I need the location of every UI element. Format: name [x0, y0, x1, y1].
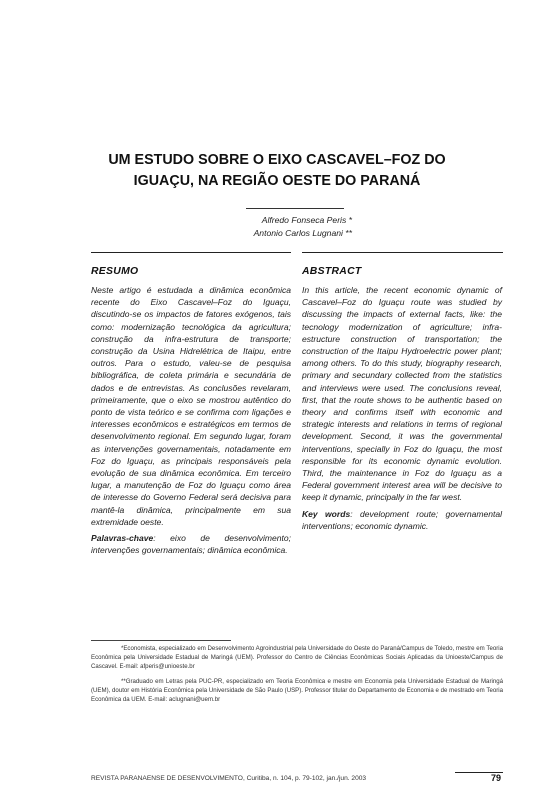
authors-divider	[246, 208, 344, 209]
article-title	[60, 150, 494, 192]
abstract-heading: ABSTRACT	[302, 266, 362, 277]
author-2: Antonio Carlos Lugnani **	[253, 228, 352, 238]
author-1: Alfredo Fonseca Peris *	[261, 215, 352, 225]
authors-block	[254, 214, 352, 240]
footnote-divider	[91, 640, 231, 641]
abstract-section	[302, 265, 502, 532]
resumo-top-rule	[91, 252, 291, 253]
resumo-keywords	[91, 532, 291, 556]
resumo-body: Neste artigo é estudada a dinâmica econômica recente do Eixo Cascavel–Foz do Iguaçu, discutindo-se os impactos de fatores exógenos, tais como: modernização tecnológica da agricultura; construção da infra-estrutura de transporte; construção da Usina Hidrelétrica de Itaipu, entre outros. Para o estudo, valeu-se de pesquisa bibliográfica, de coleta primária e secundária de dados e de entrevistas. As conclusões revelaram, primeiramente, que o eixo se mostrou autêntico do ponto de vista teórico e se confirma com ligações e interesses econômicos e estratégicos em termos de desenvolvimento regional. Em segundo lugar, foram as intervenções governamentais, notadamente em Foz do Iguaçu, as principais responsáveis pela evolução de sua dinâmica econômica. Em terceiro lugar, a manutenção de Foz do Iguaçu como área de interesse do Governo Federal será decisiva para mantê-la dinâmica, principalmente em sua extremidade oeste.	[91, 285, 291, 527]
resumo-section	[91, 265, 291, 556]
footnote-author-1: *Economista, especializado em Desenvolvimento Agroindustrial pela Universidade do Oeste do Paraná/Campus de Toledo, mestre em Teoria Econômica pela Universidade Estadual de Maringá (UEM). Professor do Centro de Ciências Econômicas Sociais Aplicadas da Unioeste/Campus de Cascavel. E-mail: afperis@unioeste.br	[91, 645, 503, 671]
article-title-line-2: IGUAÇU, NA REGIÃO OESTE DO PARANÁ	[133, 173, 421, 189]
footnote-author-2: **Graduado em Letras pela PUC-PR, especializado em Teoria Econômica e mestre em Economia pela Universidade Estadual de Maringá (UEM), doutor em História Econômica pela Universidade de São Paulo (USP). Professor titular do Departamento de Economia e de mestrado em Teoria Econômica da UEM. E-mail: aclugnani@uem.br	[91, 678, 503, 704]
resumo-heading: RESUMO	[91, 266, 139, 277]
resumo-keywords-label: Palavras-chave	[91, 533, 154, 544]
page-number: 79	[490, 773, 501, 783]
abstract-body: In this article, the recent economic dynamic of Cascavel–Foz do Iguaçu route was studied by discussing the impacts of external facts, like: the tecnology modernization of agriculture; infra-estructure construction of transportation; the construction of the Itaipu Hydroelectric power plant; among others. To do this study, biography research, primary and secundary collected from the statistics and interviews were used. The conclusions reveal, first, that the route shows to be authentic based on theory and confirms itself with economic and strategic interests and relations in terms of regional development. Second, it was the governmental interventions, specially in Foz do Iguaçu, the most responsible for its economic dynamic evolution. Third, the maintenance in Foz do Iguaçu as a Federal government interest area will be decisive to keep it dynamic, principally in the far west.	[302, 285, 502, 503]
abstract-keywords	[302, 508, 502, 532]
footnotes	[91, 644, 503, 711]
abstract-top-rule	[302, 252, 503, 253]
resumo-keywords-text: : eixo de desenvolvimento; intervenções governamentais; dinâmica econômica.	[91, 533, 291, 556]
journal-citation: REVISTA PARANAENSE DE DESENVOLVIMENTO, Curitiba, n. 104, p. 79-102, jan./jun. 2003	[91, 775, 367, 782]
article-title-line-1: UM ESTUDO SOBRE O EIXO CASCAVEL–FOZ DO	[108, 152, 446, 168]
abstract-keywords-text: : development route; governamental interventions; economic dynamic.	[302, 508, 502, 531]
abstract-keywords-label: Key words	[302, 508, 351, 519]
